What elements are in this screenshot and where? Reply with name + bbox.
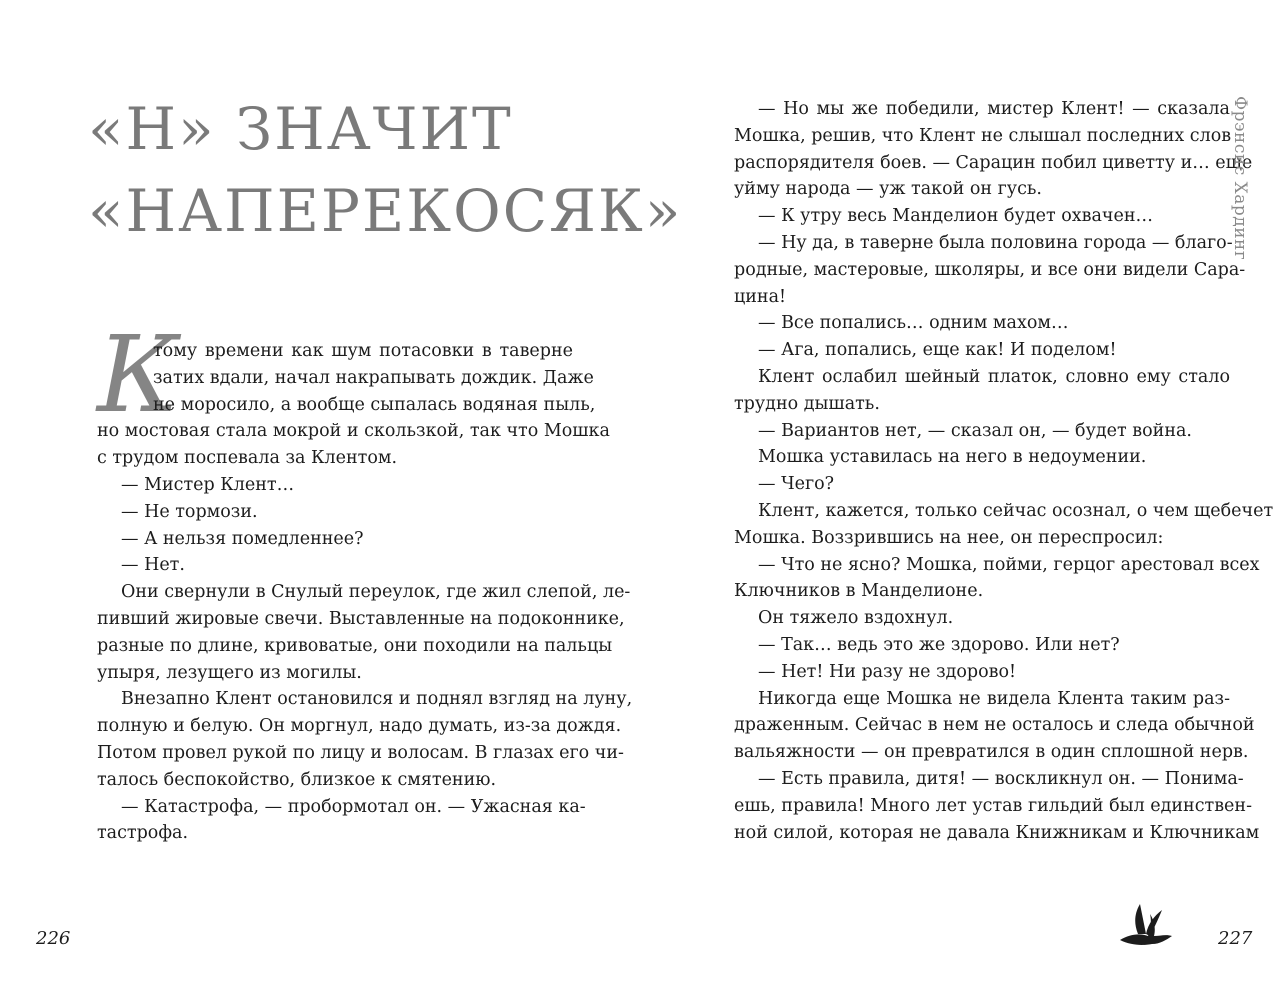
text-line: Мошка, решив, что Клент не слышал последних слов — [734, 125, 1232, 146]
text-line: Клент, кажется, только сейчас осознал, о чем щебечет — [758, 500, 1274, 521]
page-number-right: 227 — [1218, 928, 1253, 949]
text-line: — Нет. — [121, 555, 185, 576]
drop-cap: К — [97, 313, 180, 436]
text-line: — Мистер Клент… — [121, 474, 295, 495]
text-line: — Все попались… одним махом… — [758, 313, 1069, 334]
text-line: — Но мы же победили, мистер Клент! — сказала — [758, 99, 1230, 119]
text-line: — Что не ясно? Мошка, пойми, герцог арестовал всех — [758, 554, 1260, 575]
chapter-title — [88, 88, 683, 252]
text-line: — А нельзя помедленнее? — [121, 528, 364, 549]
text-line: Они свернули в Снулый переулок, где жил слепой, ле- — [121, 582, 631, 603]
text-line: родные, мастеровые, школяры, и все они видели Сара- — [734, 259, 1246, 280]
text-line: — Катастрофа, — пробормотал он. — Ужасная ка- — [121, 796, 586, 817]
text-line: талось беспокойство, близкое к смятению. — [97, 769, 497, 790]
text-line: распорядителя боев. — Сарацин побил циветту и… еще — [734, 152, 1253, 173]
text-line: Потом провел рукой по лицу и волосам. В глазах его чи- — [97, 742, 624, 763]
text-line: цина! — [734, 286, 787, 307]
text-line: тому времени как шум потасовки в таверне — [153, 341, 573, 361]
running-head-author: Фрэнсис Хардинг — [1230, 96, 1250, 261]
text-line: с трудом поспевала за Клентом. — [97, 448, 398, 469]
text-line: — К утру весь Манделион будет охвачен… — [758, 206, 1153, 227]
text-line: ешь, правила! Много лет устав гильдий был единствен- — [734, 795, 1252, 816]
text-line: разные по длине, кривоватые, они походили на пальцы — [97, 635, 613, 656]
chapter-title-line: «Н» ЗНАЧИТ — [88, 95, 513, 163]
text-line: Внезапно Клент остановился и поднял взгляд на луну, — [121, 689, 633, 710]
right-page — [640, 0, 1280, 984]
text-line: — Так… ведь это же здорово. Или нет? — [758, 634, 1120, 655]
text-line: — Нет! Ни разу не здорово! — [758, 661, 1017, 682]
left-body-text — [97, 338, 633, 847]
text-line: не моросило, а вообще сыпалась водяная пыль, — [153, 394, 596, 415]
text-line: драженным. Сейчас в нем не осталось и следа обычной — [734, 715, 1255, 736]
text-line: уйму народа — уж такой он гусь. — [734, 179, 1042, 200]
text-line: Мошка. Воззрившись на нее, он переспросил: — [734, 527, 1164, 548]
text-line: Он тяжело вздохнул. — [758, 608, 954, 629]
text-line: вальяжности — он превратился в один сплошной нерв. — [734, 742, 1249, 763]
text-line: — Есть правила, дитя! — воскликнул он. — Понима- — [758, 768, 1244, 789]
text-line: но мостовая стала мокрой и скользкой, так что Мошка — [97, 421, 610, 442]
text-line: упыря, лезущего из могилы. — [97, 662, 362, 683]
text-line: Клент ослабил шейный платок, словно ему стало — [758, 366, 1230, 387]
chapter-title-line: «НАПЕРЕКОСЯК» — [88, 177, 683, 245]
text-line: ной силой, которая не давала Книжникам и Ключникам — [734, 822, 1260, 843]
text-line: — Чего? — [758, 474, 835, 495]
text-line: полную и белую. Он моргнул, надо думать, из-за дождя. — [97, 716, 622, 737]
page-number-left: 226 — [36, 928, 71, 949]
text-line: Ключников в Манделионе. — [734, 581, 984, 602]
publisher-bird-icon — [1116, 900, 1178, 950]
text-line: пивший жировые свечи. Выставленные на подоконнике, — [97, 608, 625, 629]
text-line: трудно дышать. — [734, 393, 880, 414]
text-line: — Вариантов нет, — сказал он, — будет война. — [758, 420, 1192, 441]
text-line: Мошка уставилась на него в недоумении. — [758, 447, 1147, 468]
text-line: тастрофа. — [97, 823, 189, 844]
text-line: Никогда еще Мошка не видела Клента таким раз- — [758, 688, 1230, 709]
text-line: затих вдали, начал накрапывать дождик. Даже — [153, 367, 594, 388]
text-line: — Не тормози. — [121, 501, 258, 522]
text-line: — Ну да, в таверне была половина города — благо- — [758, 232, 1233, 253]
text-line: — Ага, попались, еще как! И поделом! — [758, 340, 1117, 361]
